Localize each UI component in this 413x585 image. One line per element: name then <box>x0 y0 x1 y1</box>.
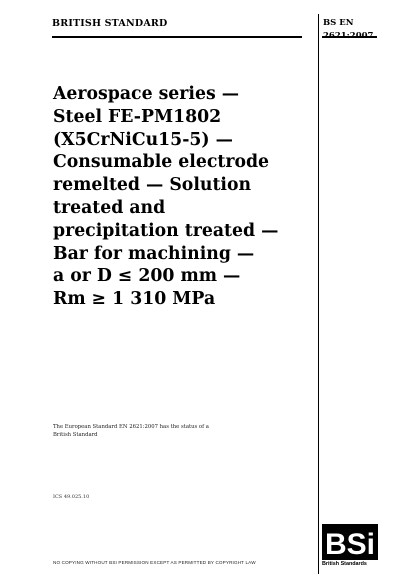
title-line: a or D ≤ 200 mm — <box>53 266 241 287</box>
title-line: (X5CrNiCu15-5) — <box>53 129 233 150</box>
title-line: Aerospace series — <box>53 84 239 104</box>
bsi-logo-text: BSi <box>324 528 376 561</box>
title-line: Bar for machining — <box>53 243 255 264</box>
status-note <box>53 424 273 439</box>
standard-number-line2: 2621:2007 <box>323 31 374 41</box>
title-line: Steel FE-PM1802 <box>53 106 222 127</box>
bsi-logo-mark <box>325 528 375 561</box>
vertical-divider <box>318 14 319 574</box>
copyright-notice: NO COPYING WITHOUT BSI PERMISSION EXCEPT AS PERMITTED BY COPYRIGHT LAW <box>53 560 256 565</box>
title-line: Consumable electrode <box>53 152 270 173</box>
bsi-logo-subtitle: British Standards <box>322 561 367 567</box>
document-title <box>53 83 315 311</box>
title-line: treated and <box>53 197 166 218</box>
ics-code: ICS 49.025.10 <box>53 494 90 500</box>
standard-number <box>323 17 373 43</box>
header-rule <box>52 36 302 38</box>
status-note-line2: British Standard <box>53 431 98 438</box>
status-note-line1: The European Standard EN 2621:2007 has the status of a <box>53 424 209 430</box>
title-line: remelted — Solution <box>53 175 252 196</box>
title-line: Rm ≥ 1 310 MPa <box>53 289 216 310</box>
series-label: BRITISH STANDARD <box>52 18 168 29</box>
title-line: precipitation treated — <box>53 220 279 241</box>
standard-number-line1: BS EN <box>323 18 354 28</box>
